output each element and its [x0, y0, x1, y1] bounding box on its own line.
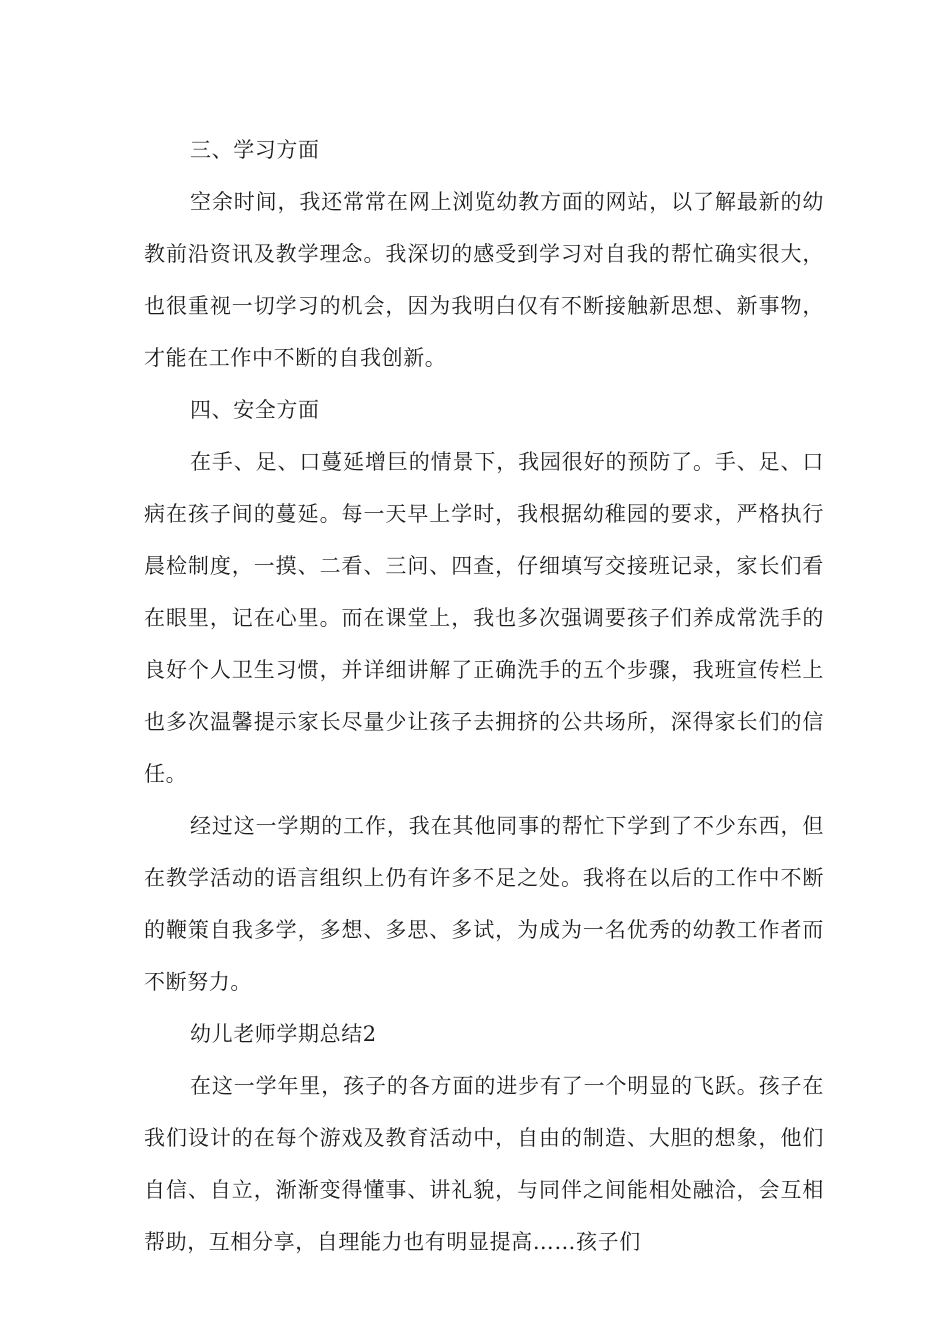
- paragraph-conclusion: 经过这一学期的工作，我在其他同事的帮忙下学到了不少东西，但在教学活动的语言组织上仍有许多不足之处。我将在以后的工作中不断的鞭策自我多学，多想、多思、多试，为成为一名优秀的幼教工作者而不断努力。: [144, 814, 824, 994]
- section-heading-summary-2: 幼儿老师学期总结2: [190, 1022, 377, 1046]
- section-heading-safety: 四、安全方面: [190, 398, 320, 422]
- paragraph-safety: 在手、足、口蔓延增巨的情景下，我园很好的预防了。手、足、口病在孩子间的蔓延。每一天早上学时，我根据幼稚园的要求，严格执行晨检制度，一摸、二看、三问、四查，仔细填写交接班记录，家长们看在眼里，记在心里。而在课堂上，我也多次强调要孩子们养成常洗手的良好个人卫生习惯，并详细讲解了正确洗手的五个步骤，我班宣传栏上也多次温馨提示家长尽量少让孩子去拥挤的公共场所，深得家长们的信任。: [144, 450, 824, 786]
- paragraph-summary-2: 在这一学年里，孩子的各方面的进步有了一个明显的飞跃。孩子在我们设计的在每个游戏及教育活动中，自由的制造、大胆的想象，他们自信、自立，渐渐变得懂事、讲礼貌，与同伴之间能相处融洽，会互相帮助，互相分享，自理能力也有明显提高……孩子们: [144, 1074, 824, 1254]
- paragraph-study: 空余时间，我还常常在网上浏览幼教方面的网站，以了解最新的幼教前沿资讯及教学理念。我深切的感受到学习对自我的帮忙确实很大，也很重视一切学习的机会，因为我明白仅有不断接触新思想、新事物，才能在工作中不断的自我创新。: [144, 190, 824, 370]
- section-heading-study: 三、学习方面: [190, 138, 320, 162]
- document-body: [144, 124, 824, 1268]
